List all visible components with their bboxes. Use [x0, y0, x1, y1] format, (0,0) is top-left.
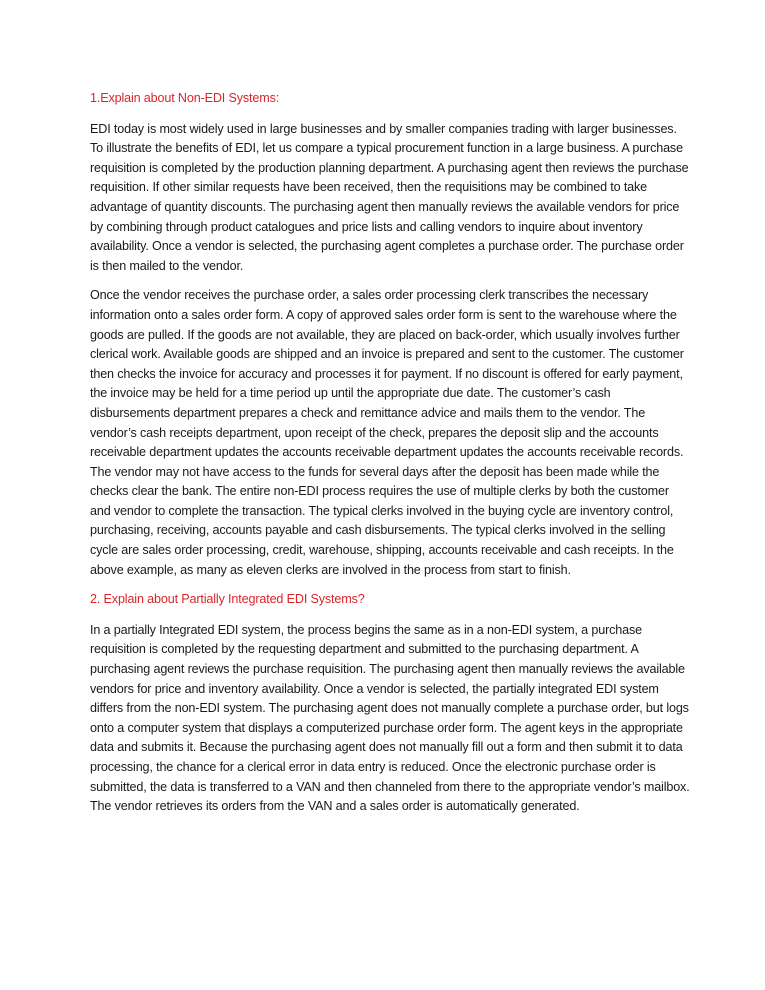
section-heading: 2. Explain about Partially Integrated EDI Systems? [90, 592, 365, 607]
paragraph: Once the vendor receives the purchase order, a sales order processing clerk transcribes the necessary information onto a sales order form. A copy of approved sales order form is sent to the warehouse where the goods are pulled. If the goods are not available, they are placed on back-order, which usually involves further clerical work. Available goods are shipped and an invoice is prepared and sent to the customer. The customer then checks the invoice for accuracy and processes it for payment. If no discount is offered for early payment, the invoice may be held for a time period up until the appropriate due date. The customer’s cash disbursements department prepares a check and remittance advice and mails them to the vendor. The vendor’s cash receipts department, upon receipt of the check, prepares the deposit slip and the accounts receivable department updates the accounts receivable department updates the accounts receivable records. The vendor may not have access to the funds for several days after the deposit has been made while the checks clear the bank. The entire non-EDI process requires the use of multiple clerks by both the customer and vendor to complete the transaction. The typical clerks involved in the buying cycle are inventory control, purchasing, receiving, accounts payable and cash disbursements. The typical clerks involved in the selling cycle are sales order processing, credit, warehouse, shipping, accounts receivable and cash receipts. In the above example, as many as eleven clerks are involved in the process from start to finish. [90, 288, 684, 577]
paragraph: EDI today is most widely used in large businesses and by smaller companies trading with larger businesses. To illustrate the benefits of EDI, let us compare a typical procurement function in a large business. A purchase requisition is completed by the production planning department. A purchasing agent then reviews the purchase requisition. If other similar requests have been received, then the requisitions may be combined to take advantage of quantity discounts. The purchasing agent then manually reviews the available vendors for price by combining through product catalogues and price lists and calling vendors to inquire about inventory availability. Once a vendor is selected, the purchasing agent completes a purchase order. The purchase order is then mailed to the vendor. [90, 121, 689, 273]
document-page [90, 89, 690, 827]
section-partially-integrated-edi [90, 590, 690, 817]
section-non-edi-systems [90, 89, 690, 580]
paragraph: In a partially Integrated EDI system, the process begins the same as in a non-EDI system, a purchase requisition is completed by the requesting department and submitted to the purchasing department. A purchasing agent reviews the purchase requisition. The purchasing agent then manually reviews the available vendors for price and inventory availability. Once a vendor is selected, the partially integrated EDI system differs from the non-EDI system. The purchasing agent does not manually complete a purchase order, but logs onto a computer system that displays a computerized purchase order form. The agent keys in the appropriate data and submits it. Because the purchasing agent does not manually fill out a form and then submit it to data processing, the chance for a clerical error in data entry is reduced. Once the electronic purchase order is submitted, the data is transferred to a VAN and then channeled from there to the appropriate vendor’s mailbox. The vendor retrieves its orders from the VAN and a sales order is automatically generated. [90, 622, 690, 814]
section-heading: 1.Explain about Non-EDI Systems: [90, 91, 280, 105]
